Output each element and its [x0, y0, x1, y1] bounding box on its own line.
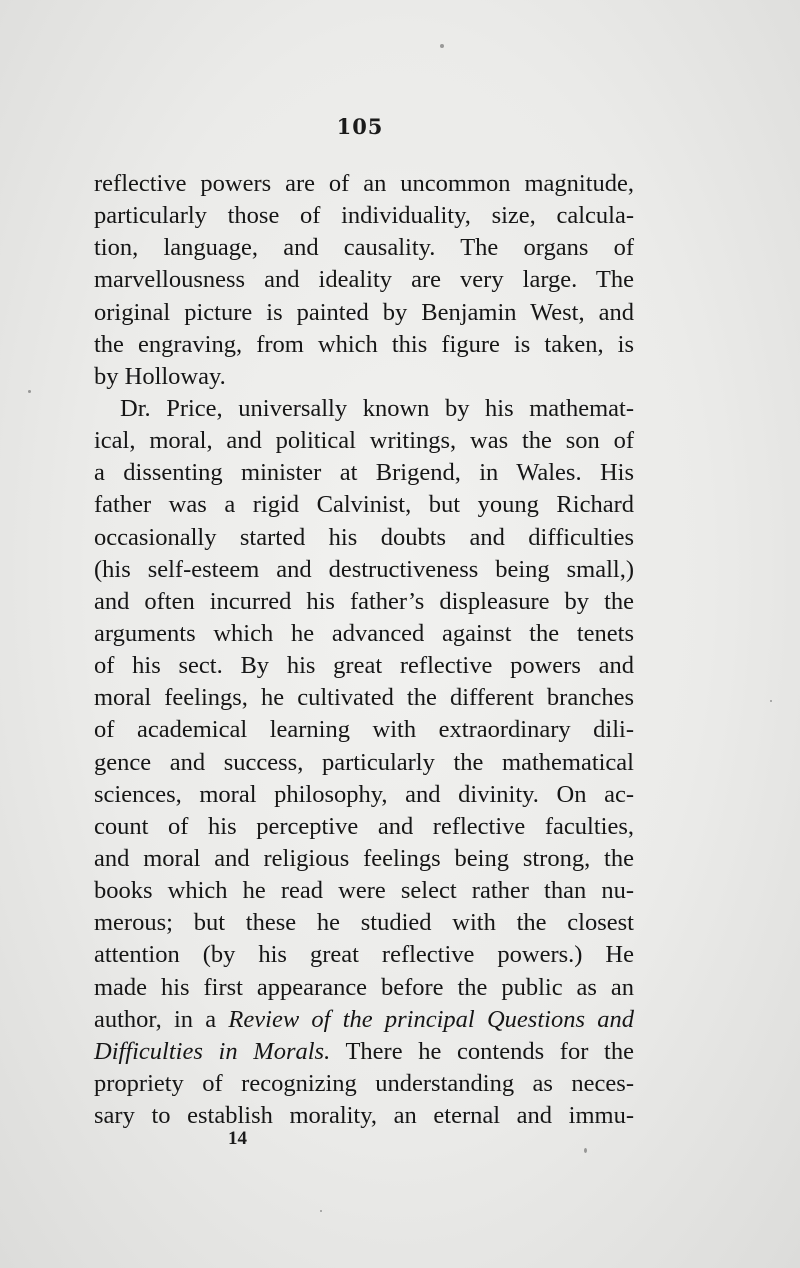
- text-line: propriety of recognizing understanding as neces-: [94, 1069, 634, 1097]
- paper-speck: [584, 1148, 587, 1153]
- text-line: sciences, moral philosophy, and divinity. On ac-: [94, 780, 634, 808]
- page-number: 105: [336, 114, 384, 139]
- text-line: marvellousness and ideality are very large. The: [94, 266, 634, 294]
- text-line: Dr. Price, universally known by his mathemat-: [120, 394, 634, 422]
- signature-mark: 14: [228, 1128, 247, 1149]
- text-line: arguments which he advanced against the tenets: [94, 619, 634, 647]
- text-line: author, in a Review of the principal Questions and: [94, 1005, 634, 1033]
- paper-speck: [320, 1210, 322, 1212]
- text-line: of his sect. By his great reflective powers and: [94, 652, 634, 680]
- text-line: father was a rigid Calvinist, but young Richard: [94, 491, 634, 519]
- text-line: sary to establish morality, an eternal and immu-: [94, 1102, 634, 1130]
- text-line: a dissenting minister at Brigend, in Wales. His: [94, 459, 634, 487]
- text-line: merous; but these he studied with the closest: [94, 909, 634, 937]
- text-line: ical, moral, and political writings, was the son of: [94, 427, 634, 455]
- text-line: of academical learning with extraordinary dili-: [94, 716, 634, 744]
- text-line: particularly those of individuality, size, calcula-: [94, 202, 634, 230]
- text-line: occasionally started his doubts and difficulties: [94, 523, 634, 551]
- paper-speck: [440, 44, 444, 48]
- text-line: books which he read were select rather than nu-: [94, 877, 634, 905]
- text-line: by Holloway.: [94, 362, 226, 390]
- text-line: the engraving, from which this figure is taken, is: [94, 330, 634, 358]
- text-line: Difficulties in Morals. There he contends for the: [94, 1037, 634, 1065]
- text-line: and often incurred his father’s displeasure by the: [94, 587, 634, 615]
- text-line: attention (by his great reflective powers.) He: [94, 941, 634, 969]
- body-text: [94, 168, 634, 1132]
- paper-speck: [28, 390, 31, 393]
- text-line: gence and success, particularly the mathematical: [94, 748, 634, 776]
- text-line: (his self-esteem and destructiveness being small,): [94, 555, 634, 583]
- text-line: count of his perceptive and reflective faculties,: [94, 812, 634, 840]
- paper-speck: [770, 700, 772, 702]
- text-line: and moral and religious feelings being strong, the: [94, 844, 634, 872]
- text-line: original picture is painted by Benjamin West, and: [94, 298, 634, 326]
- text-line: reflective powers are of an uncommon magnitude,: [94, 170, 634, 197]
- text-line: made his first appearance before the public as an: [94, 973, 634, 1001]
- text-line: tion, language, and causality. The organs of: [94, 234, 634, 262]
- text-line: moral feelings, he cultivated the different branches: [94, 684, 634, 712]
